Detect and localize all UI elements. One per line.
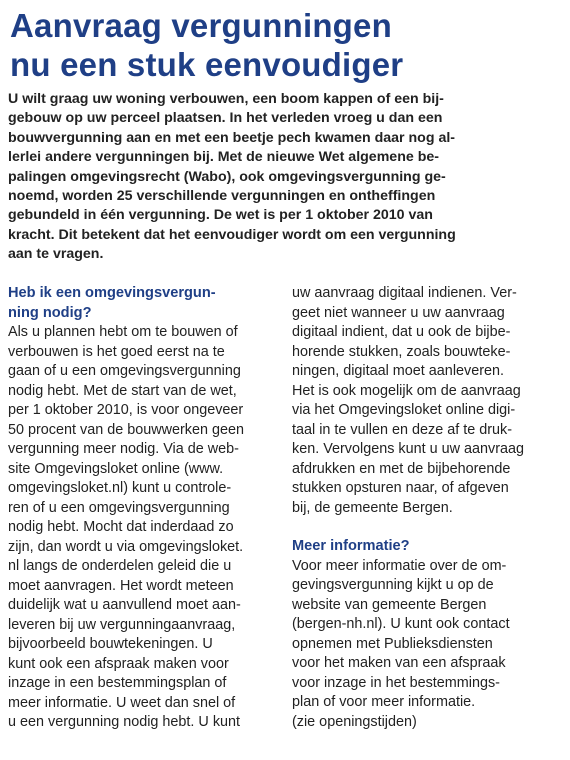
- section-body-more-info: [292, 557, 560, 733]
- intro-line: kracht. Dit betekent dat het eenvoudiger wordt om een vergunning: [8, 226, 456, 243]
- body-line: stukken opsturen naar, of afgeven: [292, 480, 509, 496]
- intro-line: gebundeld in één vergunning. De wet is per 1 oktober 2010 van: [8, 207, 433, 224]
- body-line: plan of voor meer informatie.: [292, 694, 476, 711]
- intro-line: bouwvergunning aan en met een beetje pech kwamen daar nog al-: [8, 129, 456, 146]
- body-line: 50 procent van de bouwwerken geen: [8, 421, 245, 438]
- body-line: inzage in een bestemmingsplan of: [8, 675, 227, 692]
- body-line: website van gemeente Bergen: [292, 596, 487, 613]
- body-line: meer informatie. U weet dan snel of: [8, 694, 236, 711]
- intro-line: palingen omgevingsrecht (Wabo), ook omgevingsvergunning ge-: [8, 168, 446, 185]
- intro-line: U wilt graag uw woning verbouwen, een boom kappen of een bij-: [8, 91, 444, 107]
- section-heading-line: ning nodig?: [8, 304, 92, 321]
- body-line: geet niet wanneer u uw aanvraag: [292, 304, 505, 321]
- article-title: [10, 6, 560, 84]
- body-line: digitaal indient, dat u ook de bijbe-: [292, 324, 511, 340]
- intro-paragraph: [8, 90, 560, 265]
- body-line: zijn, dan wordt u via omgevingsloket.: [8, 538, 244, 555]
- body-line: ren of u een omgevingsvergunning: [8, 499, 230, 516]
- body-line: leveren bij uw vergunningaanvraag,: [8, 616, 236, 633]
- body-line: omgevingsloket.nl) kunt u controle-: [8, 480, 232, 497]
- section-gap: [292, 518, 560, 537]
- intro-line: aan te vragen.: [8, 246, 104, 263]
- body-line: voor inzage in het bestemmings-: [292, 674, 500, 691]
- section-body-permit-needed-continued: [292, 284, 560, 518]
- body-line: per 1 oktober 2010, is voor ongeveer: [8, 402, 244, 419]
- article: [8, 0, 560, 731]
- body-line: gaan of u een omgevingsvergunning: [8, 363, 241, 380]
- section-heading-permit-needed: [8, 284, 274, 323]
- body-line: duidelijk wat u aanvullend moet aan-: [8, 597, 241, 614]
- section-heading-more-info: Meer informatie?: [292, 538, 410, 554]
- section-body-permit-needed: [8, 323, 274, 733]
- body-line: ningen, digitaal moet aanleveren.: [292, 363, 505, 379]
- body-line: moet aanvragen. Het wordt meteen: [8, 577, 234, 594]
- body-line: nl langs de onderdelen geleid die u: [8, 558, 232, 575]
- body-line: (zie openingstijden): [292, 713, 417, 730]
- right-column: [292, 284, 560, 732]
- article-title-line: nu een stuk eenvoudiger: [10, 46, 404, 83]
- body-line: u een vergunning nodig hebt. U kunt: [8, 714, 241, 731]
- body-line: vergunning meer nodig. Via de web-: [8, 441, 239, 458]
- body-line: uw aanvraag digitaal indienen. Ver-: [292, 285, 517, 301]
- body-line: nodig hebt. Mocht dat inderdaad zo: [8, 519, 234, 536]
- body-line: via het Omgevingsloket online digi-: [292, 402, 516, 418]
- intro-line: lerlei andere vergunningen bij. Met de nieuwe Wet algemene be-: [8, 149, 439, 166]
- body-line: kunt ook een afspraak maken voor: [8, 655, 229, 672]
- body-line: site Omgevingsloket online (www.: [8, 460, 224, 477]
- body-line: nodig hebt. Met de start van de wet,: [8, 382, 237, 399]
- body-line: Het is ook mogelijk om de aanvraag: [292, 382, 521, 399]
- intro-line: gebouw op uw perceel plaatsen. In het verleden vroeg u dan een: [8, 110, 443, 127]
- body-line: Als u plannen hebt om te bouwen of: [8, 324, 238, 341]
- section-heading-line: Heb ik een omgevingsvergun-: [8, 285, 216, 301]
- body-line: taal in te vullen en deze af te druk-: [292, 421, 512, 438]
- body-line: horende stukken, zoals bouwteke-: [292, 343, 511, 360]
- intro-line: noemd, worden 25 verschillende vergunningen en ontheffingen: [8, 188, 436, 205]
- body-line: bij, de gemeente Bergen.: [292, 499, 453, 516]
- body-line: bijvoorbeeld bouwtekeningen. U: [8, 636, 213, 653]
- body-line: voor het maken van een afspraak: [292, 655, 506, 672]
- body-line: opnemen met Publieksdiensten: [292, 635, 493, 652]
- body-line: verbouwen is het goed eerst na te: [8, 343, 225, 360]
- left-column: [8, 284, 274, 733]
- body-line: gevingsvergunning kijkt u op de: [292, 577, 494, 594]
- body-line: (bergen-nh.nl). U kunt ook contact: [292, 616, 510, 633]
- body-line: Voor meer informatie over de om-: [292, 557, 507, 574]
- article-title-line: Aanvraag vergunningen: [10, 7, 392, 44]
- body-line: afdrukken en met de bijbehorende: [292, 460, 511, 477]
- body-line: ken. Vervolgens kunt u uw aanvraag: [292, 441, 524, 457]
